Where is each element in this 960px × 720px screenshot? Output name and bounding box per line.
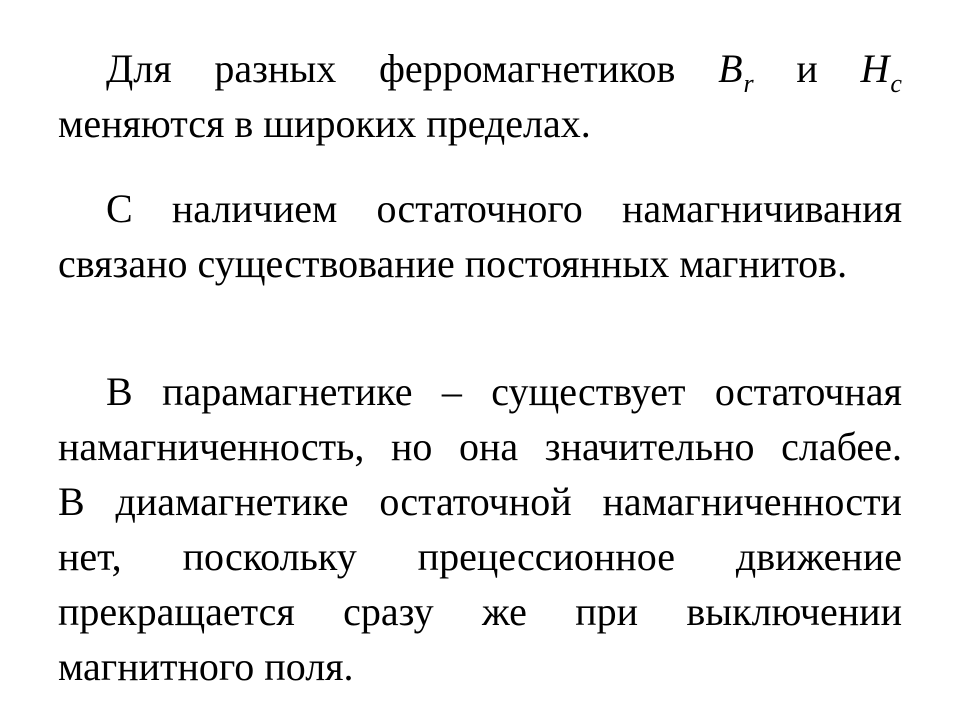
word: остаточная [714, 369, 902, 414]
word: но [390, 424, 433, 469]
paragraph-line [58, 181, 902, 236]
paragraph-line [58, 364, 902, 419]
word: движение [735, 534, 902, 579]
paragraph-line-last: магнитного поля. [58, 644, 354, 689]
word: нет, [58, 534, 122, 579]
word: Для [106, 46, 172, 91]
word: В [58, 479, 85, 524]
word: наличием [171, 186, 338, 231]
symbol-coercivity [861, 41, 902, 96]
word: выключении [686, 589, 902, 634]
paragraph-para-dia-magnets [58, 364, 902, 694]
word: парамагнетике [162, 369, 413, 414]
word: она [458, 424, 519, 469]
symbol-h: H [860, 46, 890, 91]
word: прецессионное [417, 534, 675, 579]
word: намагниченности [602, 479, 902, 524]
word: ферромагнетиков [378, 46, 676, 91]
paragraph-ferromagnet-parameters [58, 41, 902, 151]
word: значительно [544, 424, 755, 469]
word: разных [214, 46, 337, 91]
word: и [796, 46, 818, 91]
word: прекращается [58, 589, 295, 634]
symbol-remanence [718, 41, 754, 96]
subscript-c: c [890, 69, 902, 98]
word: С [106, 186, 133, 231]
word: остаточной [379, 479, 572, 524]
word: диамагнетике [115, 479, 349, 524]
paragraph-line [58, 419, 902, 474]
word: – [441, 369, 462, 414]
word: намагничивания [621, 186, 902, 231]
subscript-r: r [743, 69, 754, 98]
word: остаточного [376, 186, 583, 231]
paragraph-line [58, 474, 902, 529]
paragraph-line-last: меняются в широких пределах. [58, 101, 591, 146]
symbol-b: B [718, 46, 743, 91]
word: сразу [343, 589, 434, 634]
word: же [481, 589, 527, 634]
paragraph-residual-magnetization [58, 181, 902, 291]
paragraph-line [58, 584, 902, 639]
paragraph-line-last: связано существование постоянных магнитов. [58, 241, 848, 286]
word: существует [491, 369, 686, 414]
paragraph-line [58, 529, 902, 584]
word: В [106, 369, 133, 414]
word: намагниченность, [58, 424, 365, 469]
word: поскольку [182, 534, 357, 579]
paragraph-line [58, 41, 902, 96]
word: слабее. [781, 424, 902, 469]
word: при [575, 589, 639, 634]
